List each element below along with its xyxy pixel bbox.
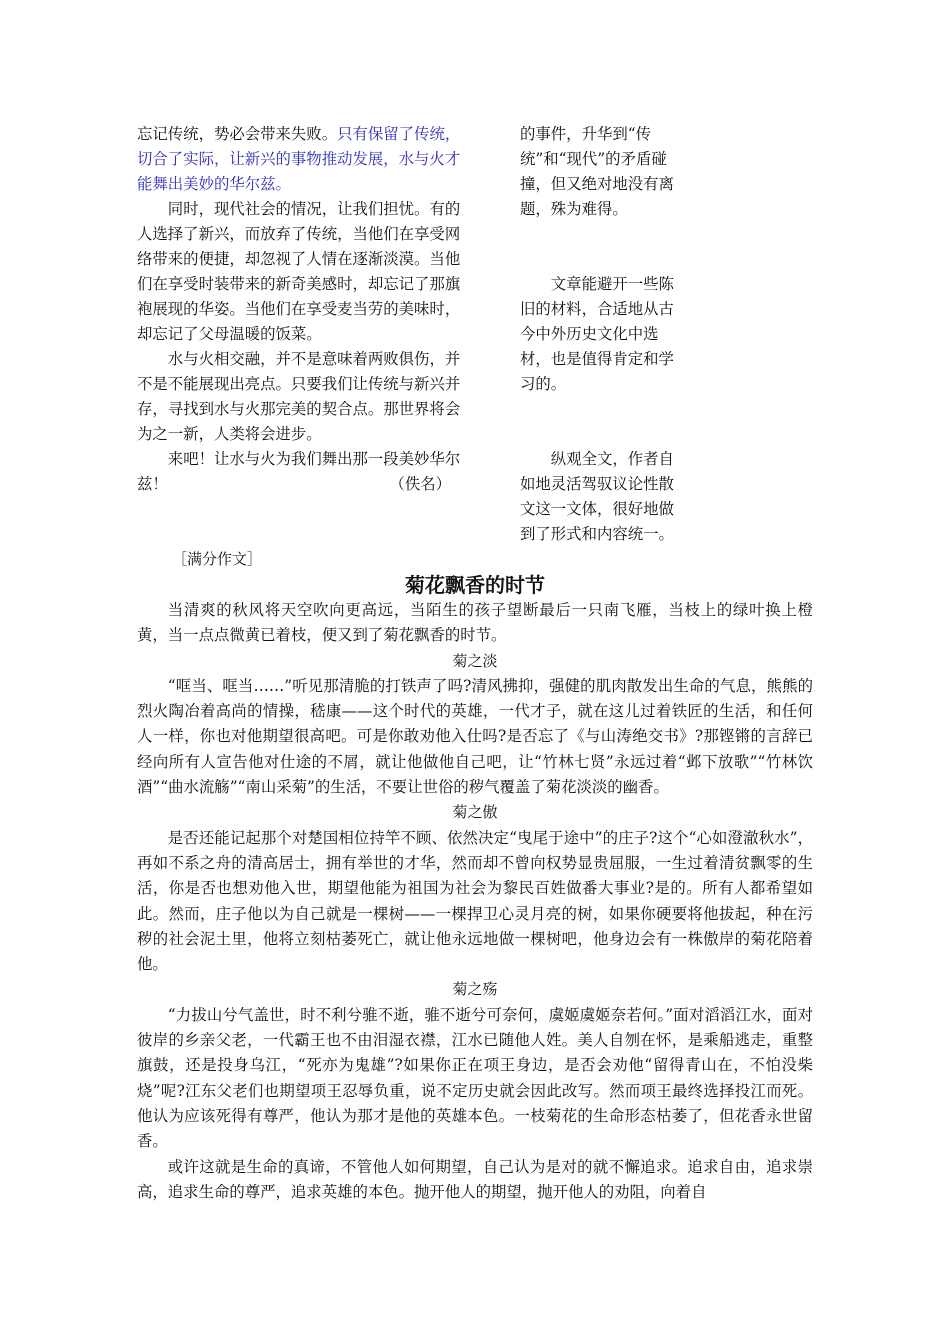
- author-attribution: （佚名）: [389, 475, 451, 493]
- commentary-1: 的事件，升华到“传统”和“现代”的矛盾碰撞，但又绝对地没有离题，殊为难得。: [520, 125, 674, 218]
- section-heading-3: 菊之殇: [452, 980, 498, 999]
- previous-essay-paragraph-1: [137, 122, 475, 197]
- essay-paragraph-2: 是否还能记起那个对楚国相位持竿不顾、依然决定“曳尾于途中”的庄子?这个“心如澄澈秋水”，再如不系之舟的清高居士，拥有举世的才华，然而却不曾向权势显贵屈服，一生过着清贫飘零的生活，你是否也想劝他入世，期望他能为祖国为社会为黎民百姓做番大事业?是的。所有人都希望如此。然而，庄子他以为自己就是一棵树——一棵捍卫心灵月亮的树，如果你硬要将他拔起，种在污秽的社会泥土里，他将立刻枯萎死亡，就让他永远地做一棵树吧，他身边会有一株傲岸的菊花陪着他。: [137, 828, 813, 974]
- essay-title: 菊花飘香的时节: [405, 573, 545, 597]
- previous-essay-column: [137, 122, 475, 497]
- essay-paragraph-4: 或许这就是生命的真谛，不管他人如何期望，自己认为是对的就不懈追求。追求自由，追求崇高，追求生命的尊严，追求英雄的本色。抛开他人的期望，抛开他人的劝阻，向着自: [137, 1157, 813, 1201]
- essay-intro: 当清爽的秋风将天空吹向更高远，当陌生的孩子望断最后一只南飞雁，当枝上的绿叶换上橙黄，当一点点微黄已着枝，便又到了菊花飘香的时节。: [137, 601, 813, 645]
- commentary-3: 纵观全文，作者自如地灵活驾驭议论性散文这一文体，很好地做到了形式和内容统一。: [520, 450, 674, 543]
- commentary-2: 文章能避开一些陈旧的材料，合适地从古今中外历史文化中选材，也是值得肯定和学习的。: [520, 275, 674, 393]
- section-heading-2: 菊之傲: [452, 803, 498, 822]
- essay-body: [137, 598, 813, 1205]
- essay-paragraph-1: “哐当、哐当……”听见那清脆的打铁声了吗?清风拂抑，强健的肌肉散发出生命的气息，熊熊的烈火陶冶着高尚的情操，嵇康——这个时代的英雄，一代才子，就在这儿过着铁匠的生活，和任何人一样，你也对他期望很高吧。可是你敢劝他入仕吗?是否忘了《与山涛绝交书》?那铿锵的言辞已经向所有人宣告他对仕途的不屑，就让他做他自己吧，让“竹林七贤”永远过着“邺下放歌”“竹林饮酒”“曲水流觞”“南山采菊”的生活，不要让世俗的秽气覆盖了菊花淡淡的幽香。: [137, 676, 813, 797]
- highlighted-text: 只有保留了传统，切合了实际，让新兴的事物推动发展，水与火才能舞出美妙的华尔兹。: [137, 125, 461, 193]
- commentary-column: [520, 122, 685, 547]
- section-label: ［满分作文］: [172, 550, 263, 568]
- closing-text: 来吧！让水与火为我们舞出那一段美妙华尔兹！: [137, 450, 461, 493]
- section-heading-1: 菊之淡: [452, 651, 498, 670]
- previous-essay-paragraph-2: 同时，现代社会的情况，让我们担忧。有的人选择了新兴，而放弃了传统，当他们在享受网络带来的便捷，却忽视了人情在逐渐淡漠。当他们在享受时装带来的新奇美感时，却忘记了那旗袍展现的华姿。当他们在享受麦当劳的美味时，却忘记了父母温暖的饭菜。: [137, 200, 461, 343]
- paragraph-text: 忘记传统，势必会带来失败。: [137, 125, 338, 143]
- essay-paragraph-3: “力拔山兮气盖世，时不利兮骓不逝，骓不逝兮可奈何，虞姬虞姬奈若何。”面对滔滔江水，面对彼岸的乡亲父老，一代霸王也不由泪湿衣襟，江水已随他人姓。美人自刎在怀，是乘船逃走，重整旗鼓，还是投身乌江，“死亦为鬼雄”?如果你正在项王身边，是否会劝他“留得青山在，不怕没柴烧”呢?江东父老们也期望项王忍辱负重，说不定历史就会因此改写。然而项王最终选择投江而死。他认为应该死得有尊严，他认为那才是他的英雄本色。一枝菊花的生命形态枯萎了，但花香永世留香。: [137, 1005, 813, 1151]
- previous-essay-paragraph-4: [137, 447, 475, 497]
- previous-essay-paragraph-3: 水与火相交融，并不是意味着两败俱伤，并不是不能展现出亮点。只要我们让传统与新兴并存，寻找到水与火那完美的契合点。那世界将会为之一新，人类将会进步。: [137, 350, 461, 443]
